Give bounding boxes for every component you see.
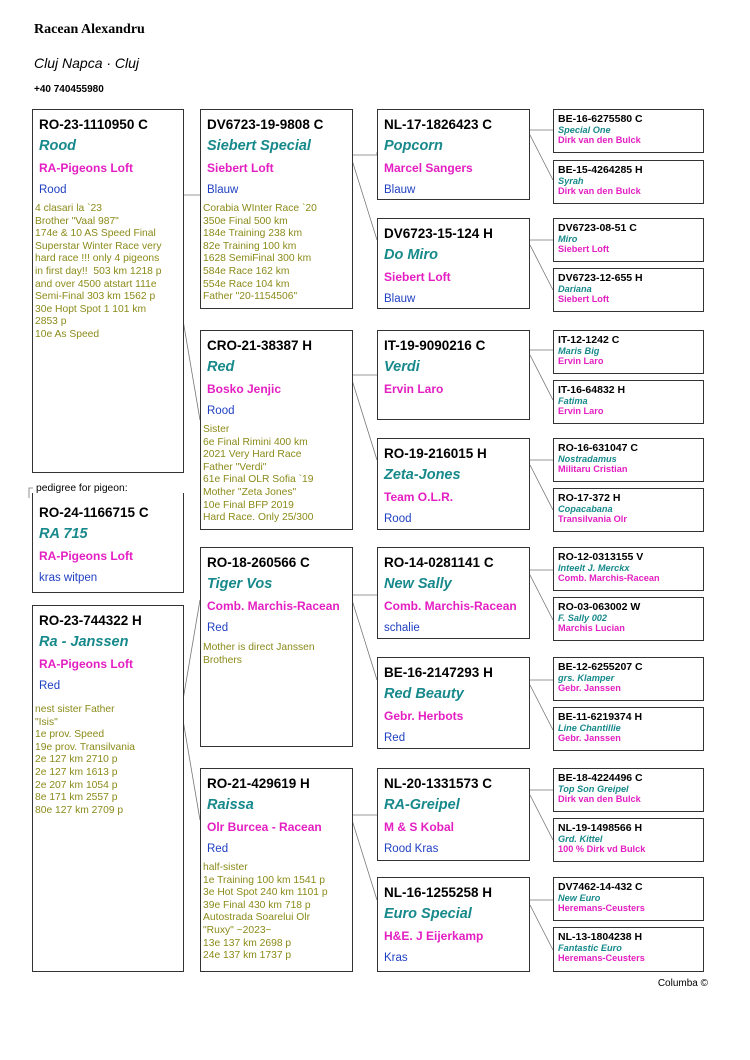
great-grandparent-card	[377, 657, 530, 749]
breeder: Olr Burcea - Racean	[207, 820, 322, 834]
gg-grandparent-card	[553, 109, 704, 153]
ring-number: RO-19-216015 H	[384, 446, 487, 461]
gg-grandparent-card	[553, 268, 704, 312]
pigeon-name: Fantastic Euro	[558, 943, 622, 953]
pigeon-color: Rood	[207, 405, 235, 417]
breeder: Team O.L.R.	[384, 490, 454, 504]
breeder: Militaru Cristian	[558, 464, 628, 474]
gg-grandparent-card	[553, 877, 704, 921]
breeder: Siebert Loft	[384, 270, 451, 284]
pigeon-color: Blauw	[384, 293, 416, 305]
ring-number: RO-16-631047 C	[558, 442, 638, 454]
pigeon-name: Top Son Greipel	[558, 784, 629, 794]
pigeon-color: schalie	[384, 622, 420, 634]
pigeon-color: Red	[39, 680, 61, 692]
ring-number: CRO-21-38387 H	[207, 338, 313, 353]
pigeon-name: Nostradamus	[558, 454, 617, 464]
ring-number: NL-19-1498566 H	[558, 822, 643, 834]
gg-grandparent-card	[553, 438, 704, 482]
ring-number: RO-24-1166715 C	[39, 505, 149, 520]
owner-name: Racean Alexandru	[34, 22, 145, 37]
ring-number: NL-20-1331573 C	[384, 776, 493, 791]
pigeon-name: Fatima	[558, 396, 588, 406]
pigeon-name: Inteelt J. Merckx	[558, 563, 630, 573]
gg-grandparent-card	[553, 657, 704, 701]
breeder: M & S Kobal	[384, 820, 455, 834]
pigeon-name: New Sally	[384, 576, 452, 592]
pigeon-name: Maris Big	[558, 346, 600, 356]
pigeon-color: kras witpen	[39, 572, 98, 584]
pigeon-color: Red	[207, 843, 229, 855]
pigeon-name: Red Beauty	[384, 686, 464, 702]
pigeon-name: Verdi	[384, 359, 420, 375]
pigeon-name: Siebert Special	[207, 138, 311, 154]
breeder: 100 % Dirk vd Bulck	[558, 844, 646, 854]
breeder: Dirk van den Bulck	[558, 135, 641, 145]
breeder: Marchis Lucian	[558, 623, 625, 633]
ring-number: RO-17-372 H	[558, 492, 621, 504]
gg-grandparent-card	[553, 597, 704, 641]
pigeon-name: Ra - Janssen	[39, 634, 129, 650]
pigeon-name: grs. Klamper	[558, 673, 615, 683]
pigeon-name: Red	[207, 359, 235, 375]
gg-grandparent-card	[553, 768, 704, 812]
breeder: Gebr. Janssen	[558, 683, 621, 693]
breeder: Comb. Marchis-Racean	[207, 599, 340, 613]
gg-grandparent-card	[553, 380, 704, 424]
grandparent-notes: Sister 6e Final Rimini 400 km 2021 Very Hard Race Father "Verdi" 61e Final OLR Sofia `19 Mother "Zeta Jones" 10e Final BFP 2019 Hard Race. Only 25/300	[203, 424, 314, 524]
ring-number: DV6723-15-124 H	[384, 226, 493, 241]
pigeon-name: Grd. Kittel	[558, 834, 603, 844]
ring-number: BE-16-6275580 C	[558, 113, 643, 125]
ring-number: BE-12-6255207 C	[558, 661, 643, 673]
breeder: Gebr. Janssen	[558, 733, 621, 743]
pigeon-name: Do Miro	[384, 247, 438, 263]
grandparent-notes: Corabia WInter Race `20 350e Final 500 km 184e Training 238 km 82e Training 100 km 1628 SemiFinal 300 km 584e Race 162 km 554e Race 104 km Father "20-1154506"	[203, 203, 317, 303]
gg-grandparent-card	[553, 330, 704, 374]
pigeon-name: Copacabana	[558, 504, 613, 514]
copyright-footer: Columba ©	[657, 978, 708, 989]
ring-number: NL-13-1804238 H	[558, 931, 643, 943]
ring-number: RO-18-260566 C	[207, 555, 310, 570]
ring-number: BE-16-2147293 H	[384, 665, 493, 680]
breeder: Ervin Laro	[558, 406, 604, 416]
pigeon-name: Miro	[558, 234, 578, 244]
pigeon-name: RA 715	[39, 526, 88, 542]
breeder: Bosko Jenjic	[207, 382, 282, 396]
great-grandparent-card	[377, 768, 530, 861]
gg-grandparent-card	[553, 160, 704, 204]
pigeon-name: New Euro	[558, 893, 601, 903]
pigeon-name: Tiger Vos	[207, 576, 273, 592]
ring-number: IT-12-1242 C	[558, 334, 620, 346]
gg-grandparent-card	[553, 707, 704, 751]
pigeon-name: Special One	[558, 125, 611, 135]
pigeon-color: Rood	[39, 184, 67, 196]
pigeon-name: Rood	[39, 138, 77, 154]
breeder: Dirk van den Bulck	[558, 186, 641, 196]
grandparent-notes: Mother is direct Janssen Brothers	[203, 642, 315, 666]
breeder: RA-Pigeons Loft	[39, 549, 133, 563]
gg-grandparent-card	[553, 927, 704, 972]
pigeon-name: Line Chantillie	[558, 723, 621, 733]
ring-number: RO-23-1110950 C	[39, 117, 148, 132]
breeder: Heremans-Ceusters	[558, 903, 645, 913]
ring-number: BE-15-4264285 H	[558, 164, 643, 176]
ring-number: DV6723-19-9808 C	[207, 117, 324, 132]
ring-number: NL-16-1255258 H	[384, 885, 493, 900]
breeder: Marcel Sangers	[384, 161, 473, 175]
sire-notes: 4 clasari la `23 Brother "Vaal 987" 174e & 10 AS Speed Final Superstar Winter Race very hard race !!! only 4 pigeons in first day!! 503 km 1218 p and over 4500 atstart 111e Semi-Final 303 km 1562 p 30e Hopt Spot 1 101 km 2853 p 10e As Speed	[35, 203, 162, 340]
pigeon-name: Dariana	[558, 284, 592, 294]
pigeon-name: Syrah	[558, 176, 584, 186]
dam-notes: nest sister Father "Isis" 1e prov. Speed 19e prov. Transilvania 2e 127 km 2710 p 2e 127 km 1613 p 2e 207 km 1054 p 8e 171 km 2557 p 80e 127 km 2709 p	[35, 704, 135, 816]
breeder: Gebr. Herbots	[384, 709, 464, 723]
breeder: Ervin Laro	[558, 356, 604, 366]
gg-grandparent-card	[553, 218, 704, 262]
ring-number: BE-18-4224496 C	[558, 772, 643, 784]
breeder: Siebert Loft	[207, 161, 274, 175]
breeder: Siebert Loft	[558, 294, 610, 304]
ring-number: DV6723-12-655 H	[558, 272, 643, 284]
owner-phone: +40 740455980	[34, 84, 104, 95]
pigeon-color: Kras	[384, 952, 408, 964]
gg-grandparent-card	[553, 488, 704, 532]
pigeon-name: F. Sally 002	[558, 613, 608, 623]
breeder: RA-Pigeons Loft	[39, 161, 133, 175]
great-grandparent-card	[377, 218, 530, 309]
pigeon-name: Euro Special	[384, 906, 472, 922]
pigeon-name: Zeta-Jones	[384, 467, 461, 483]
great-grandparent-card	[377, 438, 530, 530]
great-grandparent-card	[377, 109, 530, 200]
ring-number: DV6723-08-51 C	[558, 222, 637, 234]
breeder: Comb. Marchis-Racean	[558, 573, 660, 583]
breeder: Transilvania Olr	[558, 514, 627, 524]
ring-number: RO-03-063002 W	[558, 601, 641, 613]
pigeon-color: Red	[384, 732, 406, 744]
great-grandparent-card	[377, 547, 530, 639]
ring-number: IT-19-9090216 C	[384, 338, 486, 353]
ring-number: DV7462-14-432 C	[558, 881, 643, 893]
pigeon-color: Blauw	[384, 184, 416, 196]
breeder: H&E. J Eijerkamp	[384, 929, 484, 943]
breeder: Dirk van den Bulck	[558, 794, 641, 804]
pigeon-name: RA-Greipel	[384, 797, 460, 813]
ring-number: BE-11-6219374 H	[558, 711, 643, 723]
ring-number: RO-12-0313155 V	[558, 551, 644, 563]
pigeon-color: Red	[207, 622, 229, 634]
pedigree-label: pedigree for pigeon:	[33, 483, 131, 494]
gg-grandparent-card	[553, 818, 704, 862]
main-pigeon-card	[32, 493, 184, 593]
great-grandparent-card	[377, 330, 530, 420]
ring-number: RO-23-744322 H	[39, 613, 142, 628]
pigeon-color: Blauw	[207, 184, 239, 196]
ring-number: IT-16-64832 H	[558, 384, 626, 396]
breeder: RA-Pigeons Loft	[39, 657, 133, 671]
ring-number: RO-14-0281141 C	[384, 555, 494, 570]
owner-location: Cluj Napca · Cluj	[34, 55, 140, 71]
breeder: Comb. Marchis-Racean	[384, 599, 517, 613]
breeder: Heremans-Ceusters	[558, 953, 645, 963]
pigeon-name: Raissa	[207, 797, 254, 813]
pigeon-color: Rood	[384, 513, 412, 525]
gg-grandparent-card	[553, 547, 704, 591]
grandparent-notes: half-sister 1e Training 100 km 1541 p 3e Hot Spot 240 km 1101 p 39e Final 430 km 718 p Autostrada Soarelui Olr "Ruxy" ~2023~ 13e 137 km 2698 p 24e 137 km 1737 p	[203, 862, 328, 962]
ring-number: RO-21-429619 H	[207, 776, 310, 791]
breeder: Ervin Laro	[384, 382, 444, 396]
pigeon-color: Rood Kras	[384, 843, 439, 855]
pigeon-name: Popcorn	[384, 138, 443, 154]
great-grandparent-card	[377, 877, 530, 972]
breeder: Siebert Loft	[558, 244, 610, 254]
ring-number: NL-17-1826423 C	[384, 117, 493, 132]
